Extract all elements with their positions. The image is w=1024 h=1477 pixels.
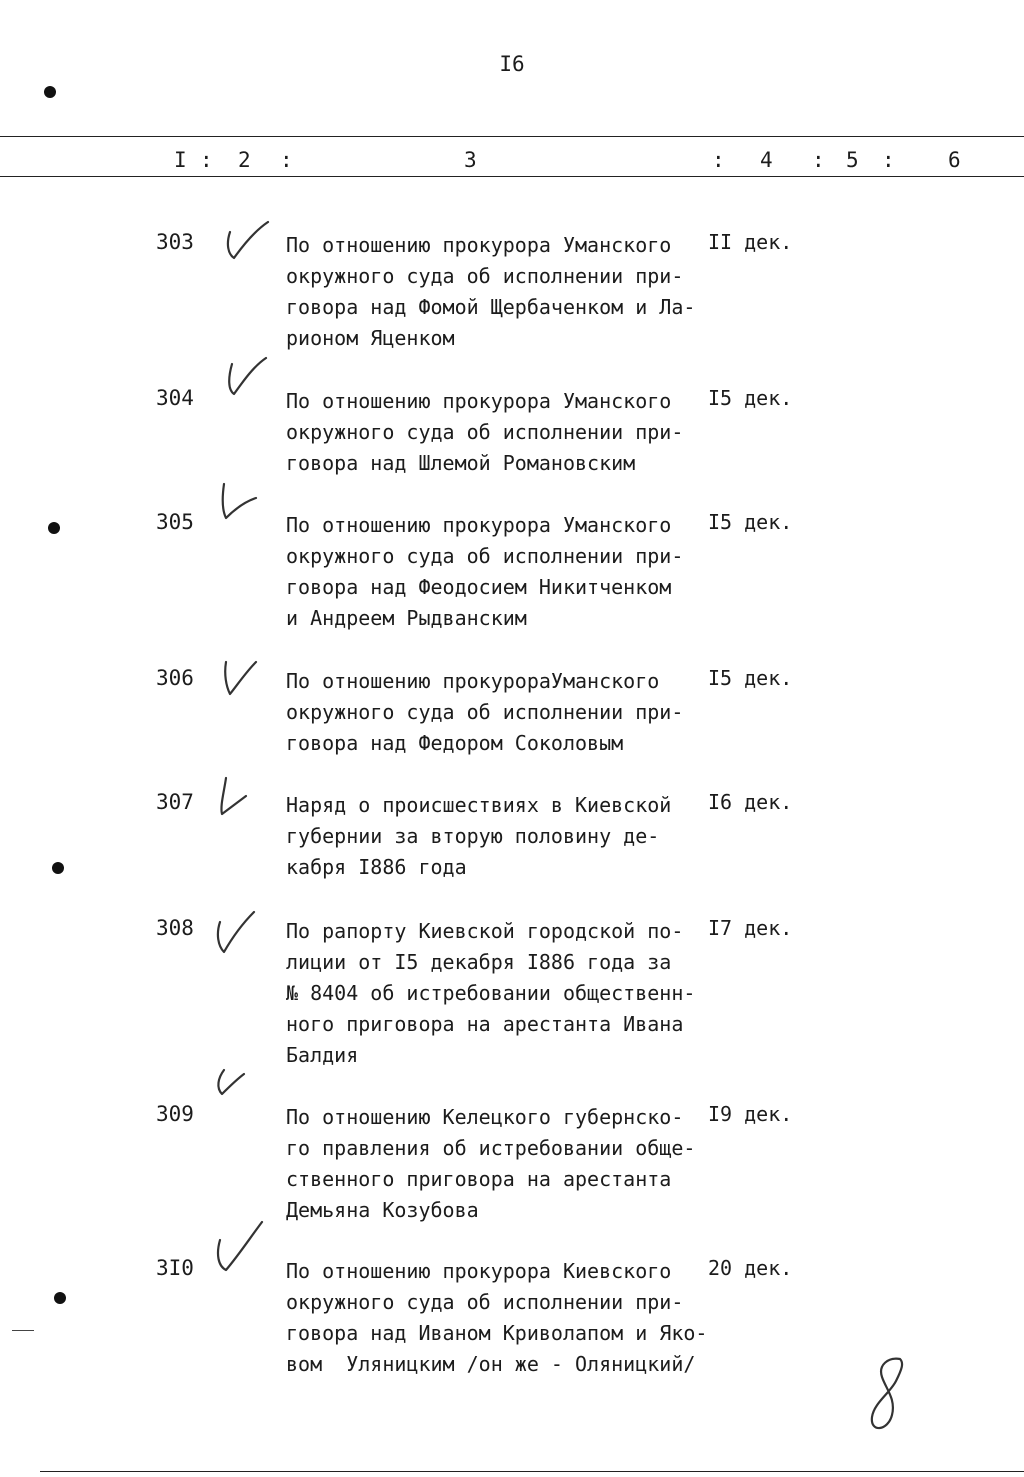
entry-number: 305 [156, 510, 194, 534]
check-mark-icon [210, 1066, 250, 1102]
entry-description: По отношению прокурора Киевского окружного суда об исполнении при- говора над Иваном Криволапом и Яко- вом Уляницким /он же - Оляницкий/ [286, 1259, 708, 1376]
table-header-bottom-rule [0, 176, 1024, 177]
column-header-2: 2 [238, 148, 251, 172]
punch-hole [52, 862, 64, 874]
handwritten-sheet-number [860, 1355, 910, 1437]
page-bottom-edge [40, 1471, 1024, 1472]
column-separator: : [280, 148, 293, 172]
entry-date: II дек. [708, 230, 793, 254]
check-mark-icon [212, 1218, 268, 1278]
entry-description: По отношению прокурора Уманского окружного суда об исполнении при- говора над Шлемой Романовским [286, 389, 684, 475]
entry-date: I5 дек. [708, 510, 793, 534]
entry-number: 3I0 [156, 1256, 194, 1280]
entry-number: 309 [156, 1102, 194, 1126]
entry-description: Наряд о происшествиях в Киевской губернии за вторую половину де- кабря I886 года [286, 793, 672, 879]
column-separator: : [882, 148, 895, 172]
column-separator: : [200, 148, 213, 172]
entry-description: По отношению прокурора Уманского окружного суда об исполнении при- говора над Феодосием Никитченком и Андреем Рыдванским [286, 513, 684, 630]
entry-date: I5 дек. [708, 386, 793, 410]
column-header-1: I [174, 148, 187, 172]
entry-number: 304 [156, 386, 194, 410]
column-header-3: 3 [464, 148, 477, 172]
table-header-top-rule [0, 136, 1024, 137]
punch-hole [54, 1292, 66, 1304]
check-mark-icon [210, 774, 254, 822]
margin-mark [12, 1330, 34, 1331]
page-number: I6 [499, 52, 525, 76]
check-mark-icon [214, 478, 262, 528]
entry-description: По отношению прокурораУманского окружного суда об исполнении при- говора над Федором Соколовым [286, 669, 684, 755]
check-mark-icon [210, 908, 260, 958]
column-header-4: 4 [760, 148, 773, 172]
check-mark-icon [216, 658, 262, 702]
entry-date: I7 дек. [708, 916, 793, 940]
check-mark-icon [222, 218, 272, 264]
column-separator: : [812, 148, 825, 172]
column-separator: : [712, 148, 725, 172]
punch-hole [44, 86, 56, 98]
entry-description: По отношению Келецкого губернско- го правления об истребовании обще- ственного приговора на арестанта Демьяна Козубова [286, 1105, 696, 1222]
column-header-5: 5 [846, 148, 859, 172]
column-header-6: 6 [948, 148, 961, 172]
entry-date: 20 дек. [708, 1256, 793, 1280]
entry-date: I6 дек. [708, 790, 793, 814]
entry-date: I9 дек. [708, 1102, 793, 1126]
entry-number: 306 [156, 666, 194, 690]
check-mark-icon [222, 354, 272, 404]
punch-hole [48, 522, 60, 534]
entry-description: По отношению прокурора Уманского окружного суда об исполнении при- говора над Фомой Щербаченком и Ла- рионом Яценком [286, 233, 696, 350]
entry-number: 308 [156, 916, 194, 940]
entry-number: 303 [156, 230, 194, 254]
entry-description: По рапорту Киевской городской по- лиции от I5 декабря I886 года за № 8404 об истребовании общественн- ного приговора на арестанта Ивана Балдия [286, 919, 696, 1067]
entry-date: I5 дек. [708, 666, 793, 690]
entry-number: 307 [156, 790, 194, 814]
